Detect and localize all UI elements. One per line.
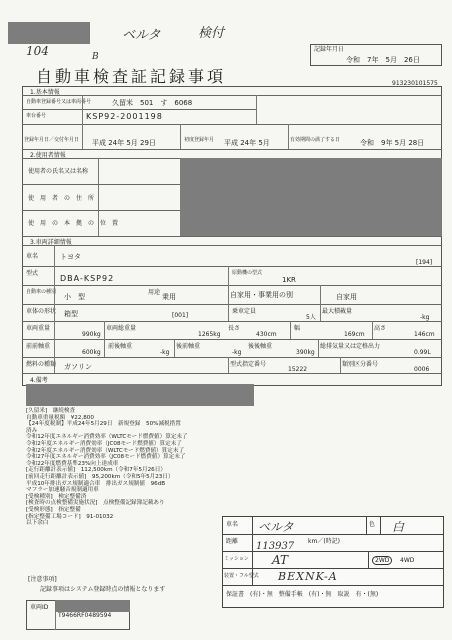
sticker-distance-label: 距離 [226,538,239,545]
remark-line: [受検形態] 指定整備 [26,506,81,513]
document-title: 自動車検査証記録事項 [36,67,227,86]
sticker-mission-value: AT [272,553,289,567]
length-label: 長さ [228,325,241,332]
section-basic-heading: 1.基本情報 [30,89,60,96]
height-value: 146cm [414,331,435,338]
weight-value: 990kg [82,331,101,338]
remark-line: [走行距離計表示値] 112,500km（令和7年5月26日） [26,467,166,474]
maker-label: 車名 [26,253,39,260]
sticker-mission-label: ミッション [224,556,249,562]
length-value: 430cm [256,331,277,338]
chassis-value: KSP92-2001198 [86,112,163,121]
fr-axle-value: -kg [160,349,170,356]
sticker-model-label: 装置・フル型式 [224,573,259,579]
designation-label: 型式指定番号 [230,361,267,368]
redacted-remarks [26,384,254,406]
model-label: 型式 [26,270,39,277]
rr-axle-value: 390kg [296,349,315,356]
ff-axle-value: 600kg [82,349,101,356]
category-value: 0006 [414,366,430,373]
rf-axle-label: 後前軸重 [176,343,201,350]
remark-line: 令和2年度エネルギー消費効率（JC08モード燃費値）算定未了 [26,440,182,447]
user-name-label: 使用者の氏名又は名称 [28,168,89,175]
section-user-heading: 2.使用者情報 [30,152,66,159]
fuel-value: ガソリン [64,363,92,371]
remark-line: 令和12年度エネルギー消費効率（WLTCモード燃費値）算定未了 [26,434,188,441]
sticker-warranty-row: 保証書 (有)・無 整備手帳 (有)・無 取説 有・(無) [226,591,379,598]
engine-label: 原動機の型式 [232,270,263,276]
expiry-value: 令和 9年 5月 28日 [360,139,425,147]
business-value: 自家用 [336,293,357,301]
sticker-name-value: ベルタ [258,520,294,534]
handwritten-name: ベルタ [122,28,161,43]
remark-line: [指定整備工場コード] 91-01032 [26,513,114,520]
kind-value: 小 型 [64,293,85,301]
fr-axle-label: 前後軸重 [108,343,133,350]
handwritten-note: 検付 [198,26,225,41]
expiry-label: 有効期間の満了する日 [290,137,341,143]
remark-line: [久留米] 継続検査 [26,408,76,414]
remark-line: [検査時の点検整備実施状況] 点検整備記録簿記載あり [26,500,165,507]
displacement-label: 総排気量又は定格出力 [320,343,381,350]
record-date-label: 記録年月日 [314,46,345,53]
maxload-label: 最大積載量 [322,308,353,315]
notes-text: 記録事項はシステム登録時点の情報となります [40,586,166,593]
ff-axle-label: 前前軸重 [26,343,51,350]
base-location-label: 使 用 の 本 拠 の 位 置 [28,220,119,227]
remark-line: 令和27年度エネルギー消費効率（JC08モード燃費値）算定未了 [26,454,186,461]
remark-line: 【24年度税制】平成24年5月29日 新規登録 50%減税措置 [26,421,181,428]
designation-value: 15222 [288,366,308,373]
gross-value: 1265kg [198,331,221,338]
use-value: 乗用 [162,293,176,301]
body-value: 箱型 [64,310,78,318]
capacity-value: 5人 [306,314,316,321]
sticker-drive-4wd: 4WD [400,557,415,564]
notes-heading: [注意事項] [28,576,57,583]
sticker-color-value: 白 [392,520,405,534]
sticker-drive-2wd: 2WD [372,556,392,565]
document-number: 913230101575 [392,80,438,87]
remark-line: 済み [26,427,38,434]
maxload-value: -kg [420,314,430,321]
chassis-label: 車台番号 [26,113,47,119]
maker-code: [194] [416,259,433,266]
sticker-name-label: 車名 [226,521,239,528]
sticker-distance-value: 113937 [256,541,295,552]
sticker-distance-unit: km／(時記) [308,538,341,545]
redacted-vehicle-id-area [56,600,130,612]
gross-label: 車両総重量 [106,325,137,332]
use-label: 用途 [148,289,161,296]
capacity-label: 乗車定員 [232,308,257,315]
handwritten-number: 104 [26,44,49,58]
redacted-user-info [180,158,442,236]
user-address-label: 使 用 者 の 住 所 [28,195,95,202]
vehicle-id-value: T9466RF0489594 [58,612,112,619]
first-year-value: 平成 24年 5月 [224,139,270,147]
first-reg-label: 登録年月日／交付年月日 [24,137,80,143]
category-label: 類別区分番号 [342,361,379,368]
first-year-label: 初度登録年月 [184,137,215,143]
section-remarks-heading: 4.備考 [30,377,48,384]
sticker-model-value: BEXNK-A [278,570,338,583]
kind-label: 自動車の種別 [26,289,57,295]
record-date-value: 令和 7年 5月 26日 [346,56,420,64]
remark-line: [前回走行距離計表示値] 95,200km（令和5年5月23日） [26,473,174,480]
fuel-label: 燃料の種類 [26,361,57,368]
engine-value: 1KR [282,276,296,284]
remark-line: [受検種別] 検定整備済 [26,493,87,500]
sticker-color-label: 色 [369,521,376,528]
section-vehicle-heading: 3.車両詳細情報 [30,239,72,246]
model-value: DBA-KSP92 [60,274,115,283]
body-code: [001] [172,312,189,319]
maker-value: トヨタ [60,253,81,261]
displacement-value: 0.99L [414,349,431,356]
rr-axle-label: 後後軸重 [248,343,273,350]
weight-label: 車両重量 [26,325,51,332]
width-value: 169cm [344,331,365,338]
rf-axle-value: -kg [232,349,242,356]
body-label: 車体の形状 [26,308,57,315]
vehicle-id-label: 車両ID [30,604,49,611]
height-label: 高さ [374,325,387,332]
remark-line: マフラー加速騒音規制適用車 [26,487,99,494]
width-label: 幅 [294,325,301,332]
business-label: 自家用・事業用の別 [230,291,293,299]
handwritten-letter: B [92,52,99,62]
reg-number-label: 自動車登録番号又は車両番号 [26,99,92,105]
remark-line: 以下余白 [26,520,49,527]
remarks-list [26,408,188,527]
remark-line: 平成10年排出ガス規制適合車 排出ガス規制値 96dB [26,480,166,487]
remark-line: 令和22年度燃費基準23%向上達成車 [26,460,119,467]
remark-line: 自動車重量税額 ¥22,800 [26,414,94,421]
remark-line: 令和2年度エネルギー消費効率（WLTCモード燃費値）算定未了 [26,447,185,454]
reg-number-value: 久留米 501 す 6068 [112,99,193,107]
first-reg-value: 平成 24年 5月 29日 [92,139,156,147]
redacted-block [8,22,90,44]
